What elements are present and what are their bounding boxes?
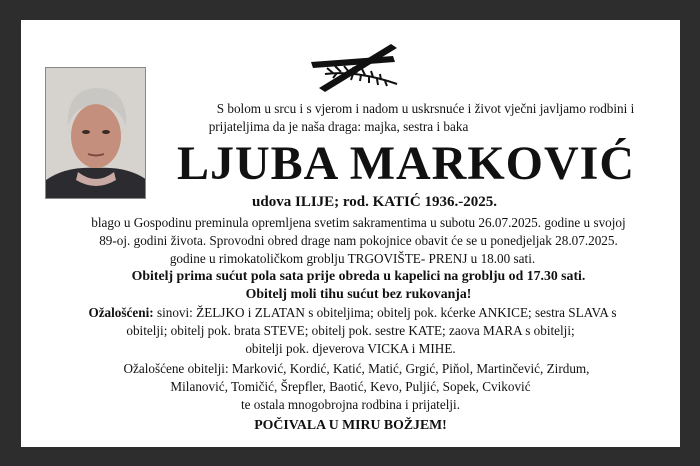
- families-line-2: Milanović, Tomičić, Šrepfler, Baotić, Kevo, Puljić, Sopek, Cviković: [170, 379, 531, 394]
- mourners-line-1: [23, 304, 682, 322]
- subtitle: udova ILIJE; rod. KATIĆ 1936.-2025.: [252, 194, 497, 210]
- mourners-line-3: obitelji pok. djeverova VICKA i MIHE.: [245, 341, 456, 356]
- closing-line: POČIVALA U MIRU BOŽJEM!: [254, 417, 447, 432]
- intro-line-2: prijateljima da je naša draga: majka, sestra i baka: [208, 119, 469, 134]
- obituary-card: [21, 20, 680, 447]
- body-line-2: 89-oj. godini života. Sprovodni obred drage nam pokojnice obavit će se u ponedjeljak 28.07.2025.: [99, 233, 618, 248]
- cross-with-palm-icon: [297, 40, 412, 92]
- mourners-label: Ožalošćeni:: [88, 305, 154, 320]
- deceased-name: LJUBA MARKOVIĆ: [176, 137, 636, 190]
- notice-line-2: Obitelj moli tihu sućut bez rukovanja!: [245, 286, 472, 301]
- mourners-text-1: sinovi: ŽELJKO i ZLATAN s obiteljima; obitelj pok. kćerke ANKICE; sestra SLAVA s: [153, 305, 617, 320]
- families-line-3: te ostala mnogobrojna rodbina i prijatelji.: [240, 397, 460, 412]
- mourners-line-2: obitelji; obitelj pok. brata STEVE; obitelj pok. sestre KATE; zaova MARA s obitelji;: [126, 323, 575, 338]
- body-line-1: blago u Gospodinu preminula opremljena svetim sakramentima u subotu 26.07.2025. godine u svojoj: [91, 215, 626, 230]
- intro-line-1: S bolom u srcu i s vjerom i nadom u uskrsnuće i život vječni javljamo rodbini i: [216, 101, 635, 116]
- notice-line-1: Obitelj prima sućut pola sata prije obreda u kapelici na groblju od 17.30 sati.: [131, 268, 586, 283]
- families-line-1: Ožalošćene obitelji: Marković, Kordić, Katić, Matić, Grgić, Piňol, Martinčević, Zirdum,: [123, 361, 590, 376]
- body-line-3: godine u rimokatoličkom groblju TRGOVIŠTE- PRENJ u 18.00 sati.: [169, 251, 536, 266]
